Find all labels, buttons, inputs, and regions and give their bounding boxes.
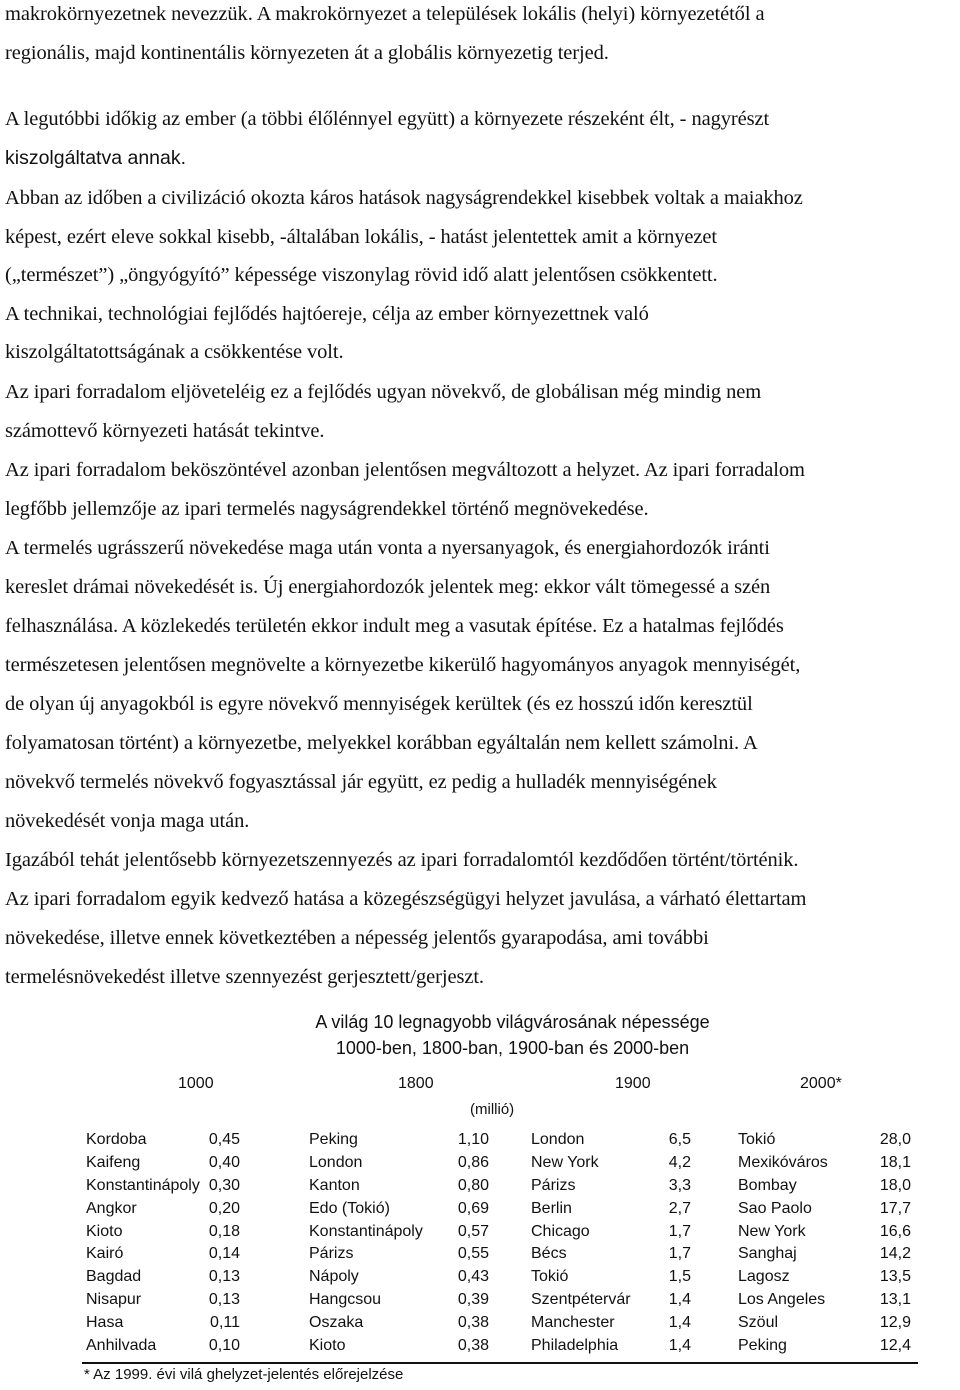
table-row bbox=[738, 1314, 911, 1337]
city-name: Bombay bbox=[738, 1176, 797, 1194]
population-value: 6,5 bbox=[668, 1131, 691, 1148]
population-value: 0,38 bbox=[457, 1337, 489, 1355]
city-name: Kaifeng bbox=[86, 1153, 141, 1171]
table-row bbox=[738, 1131, 911, 1154]
population-value: 0,20 bbox=[208, 1199, 240, 1217]
population-value: 12,4 bbox=[879, 1337, 911, 1355]
city-name: New York bbox=[531, 1153, 599, 1171]
text-line: Igazából tehát jelentősebb környezetszennyezés az ipari forradalomtól kezdődően történt/történik. bbox=[5, 849, 799, 871]
population-value: 0,30 bbox=[208, 1176, 240, 1194]
text-line: makrokörnyezetnek nevezzük. A makrokörnyezet a települések lokális (helyi) környezetétől a bbox=[5, 3, 765, 25]
table-row bbox=[738, 1291, 911, 1314]
table-row bbox=[86, 1337, 240, 1360]
table-row bbox=[309, 1337, 489, 1360]
table-row bbox=[531, 1337, 691, 1360]
text-line: („természet”) „öngyógyító” képessége viszonylag rövid idő alatt jelentősen csökkentett. bbox=[5, 264, 718, 286]
city-name: Konstantinápoly bbox=[309, 1222, 423, 1240]
text-line: A technikai, technológiai fejlődés hajtóereje, célja az ember környezettnek való bbox=[5, 303, 649, 325]
column-1000 bbox=[86, 1131, 240, 1360]
city-name: Anhilvada bbox=[86, 1337, 157, 1355]
text-line: regionális, majd kontinentális környezeten át a globális környezetig terjed. bbox=[5, 42, 609, 64]
city-name: Berlin bbox=[531, 1199, 572, 1217]
text-line: Az ipari forradalom egyik kedvező hatása a közegészségügyi helyzet javulása, a várható élettartam bbox=[5, 888, 807, 910]
city-name: London bbox=[531, 1131, 585, 1148]
text-line: A termelés ugrásszerű növekedése maga után vonta a nyersanyagok, és energiahordozók iránti bbox=[5, 537, 770, 559]
table-row bbox=[86, 1268, 240, 1291]
population-value: 16,6 bbox=[879, 1222, 911, 1240]
population-value: 28,0 bbox=[879, 1131, 911, 1148]
table-row bbox=[309, 1154, 489, 1177]
population-value: 0,45 bbox=[208, 1131, 240, 1148]
city-name: Hangcsou bbox=[309, 1291, 382, 1309]
table-row bbox=[531, 1291, 691, 1314]
table-row bbox=[86, 1245, 240, 1268]
text-line: természetesen jelentősen megnövelte a környezetbe kikerülő hagyományos anyagok mennyiségét, bbox=[5, 654, 801, 676]
table-row bbox=[86, 1291, 240, 1314]
city-name: Peking bbox=[738, 1337, 787, 1355]
city-name: Sao Paolo bbox=[738, 1199, 812, 1217]
city-name: Angkor bbox=[86, 1199, 137, 1217]
population-value: 0,11 bbox=[210, 1314, 240, 1332]
population-value: 3,3 bbox=[668, 1176, 691, 1194]
table-row bbox=[738, 1154, 911, 1177]
city-name: Konstantinápoly bbox=[86, 1176, 200, 1194]
city-name: Oszaka bbox=[309, 1314, 364, 1332]
population-value: 1,4 bbox=[668, 1337, 691, 1355]
city-name: Nisapur bbox=[86, 1291, 142, 1309]
city-name: Bagdad bbox=[86, 1268, 142, 1286]
table-row bbox=[531, 1154, 691, 1177]
table-row bbox=[309, 1177, 489, 1200]
city-name: Szentpétervár bbox=[531, 1291, 631, 1309]
population-value: 1,7 bbox=[668, 1245, 691, 1263]
city-name: Szöul bbox=[738, 1314, 779, 1332]
table-row bbox=[309, 1200, 489, 1223]
population-value: 0,18 bbox=[208, 1222, 240, 1240]
text-line: Abban az időben a civilizáció okozta káros hatások nagyságrendekkel kisebbek voltak a maiakhoz bbox=[5, 187, 803, 209]
table-row bbox=[309, 1268, 489, 1291]
city-name: Bécs bbox=[531, 1245, 567, 1263]
population-value: 0,13 bbox=[208, 1291, 240, 1309]
text-line: Az ipari forradalom beköszöntével azonban jelentősen megváltozott a helyzet. Az ipari forradalom bbox=[5, 459, 805, 481]
column-2000 bbox=[738, 1131, 911, 1360]
column-1800 bbox=[309, 1131, 489, 1360]
city-name: Lagosz bbox=[738, 1268, 790, 1286]
population-value: 0,10 bbox=[208, 1337, 240, 1355]
text-line: képest, ezért eleve sokkal kisebb, -általában lokális, - hatást jelentettek amit a környezet bbox=[5, 226, 717, 248]
city-name: Hasa bbox=[86, 1314, 124, 1332]
population-value: 4,2 bbox=[668, 1153, 691, 1171]
text-line: számottevő környezeti hatását tekintve. bbox=[5, 420, 325, 442]
table-row bbox=[309, 1223, 489, 1246]
population-value: 1,4 bbox=[668, 1314, 691, 1332]
text-line: növekedését vonja maga után. bbox=[5, 810, 250, 832]
city-name: Párizs bbox=[309, 1245, 354, 1263]
city-name: Kairó bbox=[86, 1245, 124, 1263]
city-name: Sanghaj bbox=[738, 1245, 797, 1263]
text-line: kereslet drámai növekedését is. Új energiahordozók jelentek meg: ekkor vált tömegessé a szén bbox=[5, 576, 771, 598]
text-line: felhasználása. A közlekedés területén ekkor indult meg a vasutak építése. Ez a hatalmas fejlődés bbox=[5, 615, 784, 637]
table-row bbox=[309, 1314, 489, 1337]
table-row bbox=[738, 1337, 911, 1360]
text-line: A legutóbbi időkig az ember (a többi élőlénnyel együtt) a környezete részeként élt, - nagyrészt bbox=[5, 108, 770, 130]
table-row bbox=[86, 1154, 240, 1177]
table-footnote: * Az 1999. évi vilá ghelyzet-jelentés előrejelzése bbox=[84, 1366, 404, 1383]
text-line: Az ipari forradalom eljöveteléig ez a fejlődés ugyan növekvő, de globálisan még mindig nem bbox=[5, 381, 762, 403]
column-1900 bbox=[531, 1131, 691, 1360]
table-row bbox=[86, 1223, 240, 1246]
city-name: Tokió bbox=[531, 1268, 569, 1286]
population-value: 0,38 bbox=[457, 1314, 489, 1332]
year-header-1800: 1800 bbox=[398, 1075, 434, 1092]
table-row bbox=[86, 1177, 240, 1200]
text-line: növekedése, illetve ennek következtében a népesség jelentős gyarapodása, ami további bbox=[5, 927, 709, 949]
text-line: kiszolgáltatottságának a csökkentése volt. bbox=[5, 341, 344, 363]
year-header-1000: 1000 bbox=[178, 1075, 214, 1092]
table-row bbox=[86, 1131, 240, 1154]
population-value: 2,7 bbox=[668, 1199, 691, 1217]
population-value: 1,5 bbox=[668, 1268, 691, 1286]
city-name: Nápoly bbox=[309, 1268, 359, 1286]
year-header-2000: 2000* bbox=[800, 1075, 842, 1092]
city-name: Tokió bbox=[738, 1131, 776, 1148]
city-name: Peking bbox=[309, 1131, 358, 1148]
population-value: 0,13 bbox=[208, 1268, 240, 1286]
table-row bbox=[738, 1223, 911, 1246]
city-name: Chicago bbox=[531, 1222, 590, 1240]
year-header-1900: 1900 bbox=[615, 1075, 651, 1092]
table-row bbox=[531, 1245, 691, 1268]
city-name: Kordoba bbox=[86, 1131, 147, 1148]
table-row bbox=[309, 1245, 489, 1268]
table-row bbox=[738, 1200, 911, 1223]
city-name: Kioto bbox=[309, 1337, 346, 1355]
table-bottom-rule bbox=[82, 1362, 918, 1364]
city-name: Philadelphia bbox=[531, 1337, 619, 1355]
population-value: 0,80 bbox=[457, 1176, 489, 1194]
table-row bbox=[531, 1177, 691, 1200]
city-name: Kioto bbox=[86, 1222, 123, 1240]
table-row bbox=[309, 1291, 489, 1314]
population-value: 0,69 bbox=[457, 1199, 489, 1217]
unit-label: (millió) bbox=[470, 1101, 515, 1118]
population-value: 1,10 bbox=[457, 1131, 489, 1148]
city-name: Manchester bbox=[531, 1314, 615, 1332]
population-value: 0,39 bbox=[457, 1291, 489, 1309]
table-row bbox=[531, 1268, 691, 1291]
population-value: 18,1 bbox=[879, 1153, 911, 1171]
city-name: London bbox=[309, 1153, 363, 1171]
table-row bbox=[531, 1131, 691, 1154]
table-title-line-1: A világ 10 legnagyobb világvárosának népessége bbox=[315, 1012, 710, 1032]
table-row bbox=[738, 1177, 911, 1200]
population-value: 0,14 bbox=[208, 1245, 240, 1263]
city-name: New York bbox=[738, 1222, 806, 1240]
population-value: 0,86 bbox=[457, 1153, 489, 1171]
city-name: Los Angeles bbox=[738, 1291, 826, 1309]
population-value: 0,43 bbox=[457, 1268, 489, 1286]
city-name: Mexikóváros bbox=[738, 1153, 828, 1171]
table-title-line-2: 1000-ben, 1800-ban, 1900-ban és 2000-ben bbox=[335, 1038, 690, 1058]
population-value: 0,55 bbox=[457, 1245, 489, 1263]
text-line: növekvő termelés növekvő fogyasztással jár együtt, ez pedig a hulladék mennyiségének bbox=[5, 771, 717, 793]
population-value: 0,40 bbox=[208, 1153, 240, 1171]
table-row bbox=[738, 1245, 911, 1268]
text-line: legfőbb jellemzője az ipari termelés nagyságrendekkel történő megnövekedése. bbox=[5, 498, 649, 520]
text-line: de olyan új anyagokból is egyre növekvő mennyiségek kerültek (és ez hosszú időn keresztül bbox=[5, 693, 753, 715]
population-value: 13,1 bbox=[879, 1291, 911, 1309]
city-name: Kanton bbox=[309, 1176, 360, 1194]
population-value: 13,5 bbox=[879, 1268, 911, 1286]
table-row bbox=[531, 1200, 691, 1223]
population-value: 17,7 bbox=[879, 1199, 911, 1217]
population-value: 1,4 bbox=[668, 1291, 691, 1309]
table-row bbox=[86, 1314, 240, 1337]
table-row bbox=[86, 1200, 240, 1223]
text-line: termelésnövekedést illetve szennyezést gerjesztett/gerjeszt. bbox=[5, 966, 484, 988]
table-row bbox=[531, 1314, 691, 1337]
text-line: folyamatosan történt) a környezetbe, melyekkel korábban egyáltalán nem kellett számolni. A bbox=[5, 732, 758, 754]
text-line: kiszolgáltatva annak. bbox=[5, 147, 187, 169]
city-name: Edo (Tokió) bbox=[309, 1199, 390, 1217]
table-row bbox=[738, 1268, 911, 1291]
city-name: Párizs bbox=[531, 1176, 576, 1194]
population-value: 14,2 bbox=[879, 1245, 911, 1263]
population-value: 12,9 bbox=[879, 1314, 911, 1332]
population-value: 0,57 bbox=[457, 1222, 489, 1240]
table-row bbox=[531, 1223, 691, 1246]
table-row bbox=[309, 1131, 489, 1154]
population-value: 1,7 bbox=[668, 1222, 691, 1240]
population-value: 18,0 bbox=[879, 1176, 911, 1194]
